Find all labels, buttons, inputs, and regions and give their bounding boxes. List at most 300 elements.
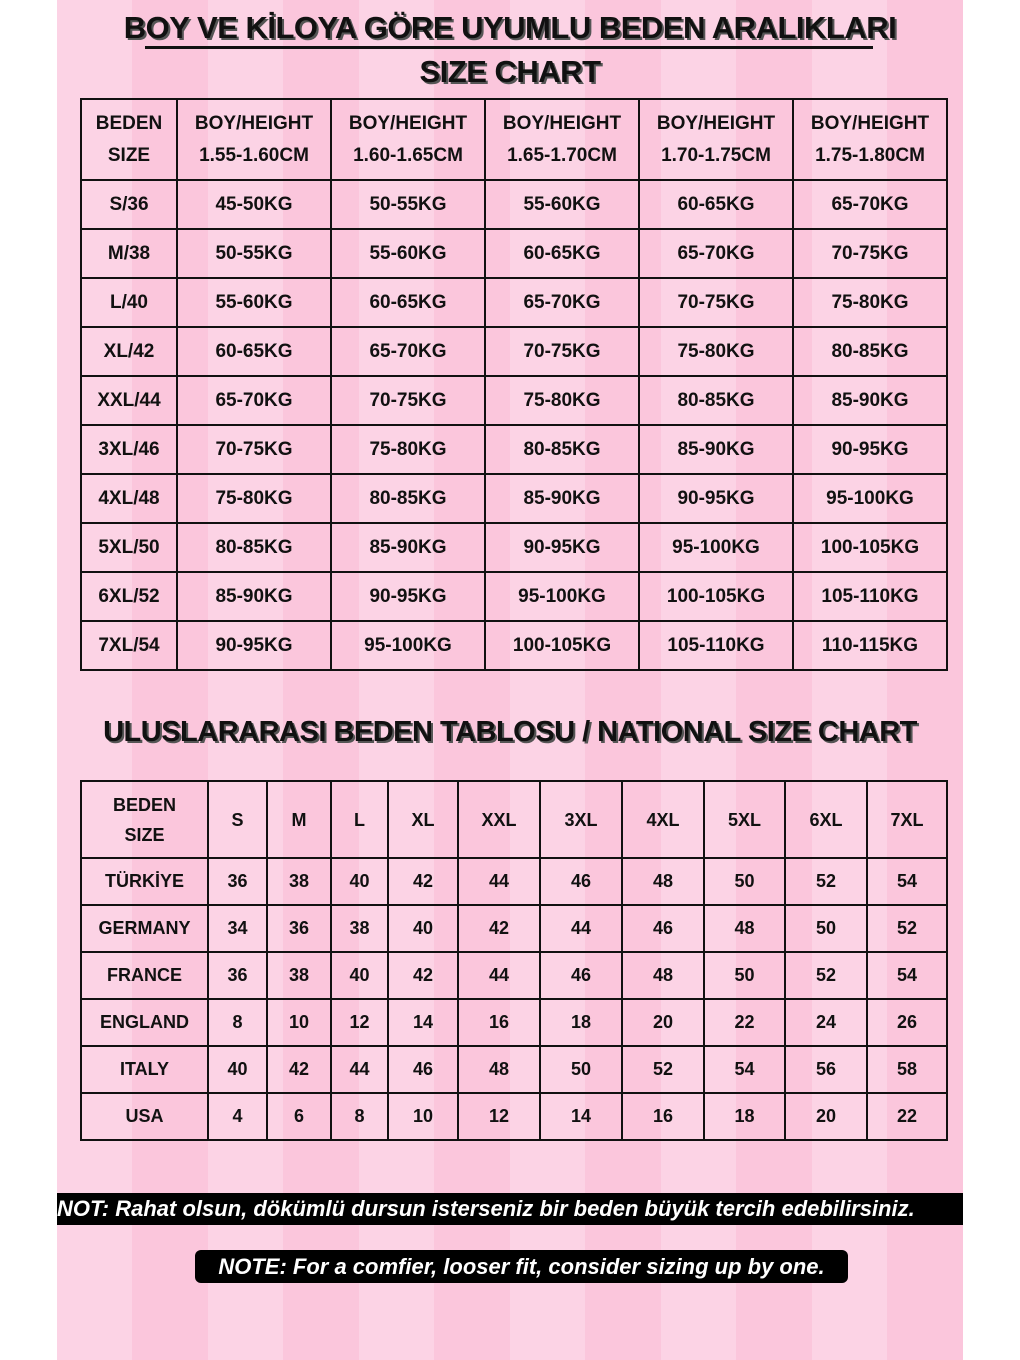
cell-text: 1.70-1.75CM <box>661 144 771 166</box>
cell-text: BEDEN <box>95 112 163 134</box>
cell-text: L <box>354 809 365 830</box>
weight-cell <box>331 621 485 670</box>
weight-cell <box>485 572 639 621</box>
size-value-cell <box>540 1093 622 1140</box>
size-value-cell <box>540 905 622 952</box>
page-title: BOY VE KİLOYA GÖRE UYUMLU BEDEN ARALIKLARI <box>123 10 897 45</box>
size-value-cell <box>458 1046 540 1093</box>
cell-text: 44 <box>570 918 592 938</box>
cell-text: 14 <box>412 1012 434 1032</box>
height-weight-size-table <box>80 98 948 671</box>
cell-text: BOY/HEIGHT <box>348 112 468 134</box>
weight-cell <box>485 523 639 572</box>
cell-text: 60-65KG <box>369 291 447 313</box>
table-row <box>81 858 947 905</box>
cell-text: 8 <box>232 1012 243 1032</box>
cell-text: 65-70KG <box>215 389 293 411</box>
table-row <box>81 905 947 952</box>
note-english: NOTE: For a comfier, looser fit, consider sizing up by one. <box>195 1250 848 1283</box>
header-cell <box>267 781 331 858</box>
weight-cell <box>639 425 793 474</box>
cell-text: 22 <box>896 1106 918 1126</box>
size-value-cell <box>704 999 785 1046</box>
weight-cell <box>485 376 639 425</box>
weight-cell <box>331 572 485 621</box>
cell-text: 90-95KG <box>677 487 755 509</box>
cell-text: 6XL <box>809 809 843 830</box>
cell-text: 95-100KG <box>364 634 452 656</box>
cell-text: 48 <box>488 1059 510 1079</box>
table-row <box>81 1046 947 1093</box>
cell-text: BEDEN <box>112 794 176 815</box>
cell-text: 14 <box>570 1106 592 1126</box>
weight-cell <box>485 621 639 670</box>
cell-text: 85-90KG <box>677 438 755 460</box>
cell-text: 75-80KG <box>677 340 755 362</box>
table-row <box>81 278 947 327</box>
weight-cell <box>485 327 639 376</box>
cell-text: 12 <box>488 1106 510 1126</box>
weight-cell <box>177 621 331 670</box>
cell-text: 44 <box>488 965 510 985</box>
header-cell <box>704 781 785 858</box>
size-value-cell <box>331 1046 388 1093</box>
cell-text: 4XL <box>646 809 680 830</box>
cell-text: 65-70KG <box>831 193 909 215</box>
header-cell <box>639 99 793 180</box>
weight-cell <box>639 474 793 523</box>
cell-text: 8 <box>354 1106 365 1126</box>
cell-text: TÜRKİYE <box>104 871 184 891</box>
cell-text: 52 <box>815 871 837 891</box>
cell-text: 46 <box>570 871 592 891</box>
cell-text: 16 <box>652 1106 674 1126</box>
size-value-cell <box>208 952 267 999</box>
cell-text: 40 <box>349 871 370 891</box>
size-value-cell <box>704 905 785 952</box>
cell-text: XXL <box>481 809 517 830</box>
cell-text: FRANCE <box>107 965 182 985</box>
cell-text: 52 <box>815 965 837 985</box>
header-cell <box>622 781 704 858</box>
size-value-cell <box>540 858 622 905</box>
size-value-cell <box>267 905 331 952</box>
weight-cell <box>331 474 485 523</box>
cell-text: 54 <box>734 1059 755 1079</box>
size-value-cell <box>458 858 540 905</box>
table-row <box>81 1093 947 1140</box>
cell-text: 100-105KG <box>820 536 920 558</box>
table-row <box>81 474 947 523</box>
size-value-cell <box>785 952 867 999</box>
cell-text: 46 <box>412 1059 434 1079</box>
size-value-cell <box>208 858 267 905</box>
country-cell <box>81 905 208 952</box>
cell-text: 100-105KG <box>666 585 766 607</box>
cell-text: 80-85KG <box>215 536 293 558</box>
table-row <box>81 621 947 670</box>
weight-cell <box>485 229 639 278</box>
size-value-cell <box>867 952 947 999</box>
weight-cell <box>177 376 331 425</box>
cell-text: 44 <box>349 1059 370 1079</box>
cell-text: 70-75KG <box>369 389 447 411</box>
national-size-title: ULUSLARARASI BEDEN TABLOSU / NATIONAL SIZE CHART <box>103 716 917 748</box>
size-value-cell <box>331 999 388 1046</box>
cell-text: 1.65-1.70CM <box>507 144 617 166</box>
weight-cell <box>331 523 485 572</box>
cell-text: 36 <box>227 965 248 985</box>
weight-cell <box>793 229 947 278</box>
header-cell <box>785 781 867 858</box>
national-size-table <box>80 780 948 1141</box>
cell-text: BOY/HEIGHT <box>656 112 776 134</box>
weight-cell <box>793 572 947 621</box>
table-row <box>81 523 947 572</box>
cell-text: 7XL/54 <box>98 634 160 656</box>
cell-text: 95-100KG <box>826 487 914 509</box>
header-cell <box>388 781 458 858</box>
size-value-cell <box>622 858 704 905</box>
cell-text: 18 <box>734 1106 755 1126</box>
cell-text: 80-85KG <box>369 487 447 509</box>
cell-text: 36 <box>288 918 310 938</box>
cell-text: 44 <box>488 871 510 891</box>
cell-text: 95-100KG <box>518 585 606 607</box>
weight-cell <box>639 229 793 278</box>
header-cell <box>331 781 388 858</box>
size-value-cell <box>208 1046 267 1093</box>
weight-cell <box>793 621 947 670</box>
cell-text: 80-85KG <box>831 340 909 362</box>
size-value-cell <box>867 1046 947 1093</box>
header-cell <box>331 99 485 180</box>
size-cell <box>81 572 177 621</box>
size-value-cell <box>331 1093 388 1140</box>
size-cell <box>81 327 177 376</box>
size-cell <box>81 523 177 572</box>
cell-text: 95-100KG <box>672 536 760 558</box>
cell-text: 52 <box>652 1059 674 1079</box>
cell-text: 45-50KG <box>215 193 293 215</box>
cell-text: 50 <box>815 918 837 938</box>
size-cell <box>81 621 177 670</box>
size-value-cell <box>267 952 331 999</box>
size-value-cell <box>388 1093 458 1140</box>
cell-text: BOY/HEIGHT <box>502 112 622 134</box>
size-value-cell <box>458 952 540 999</box>
size-value-cell <box>388 858 458 905</box>
size-value-cell <box>267 1093 331 1140</box>
header-cell <box>177 99 331 180</box>
cell-text: 7XL <box>890 809 924 830</box>
cell-text: S/36 <box>109 193 149 215</box>
cell-text: 70-75KG <box>677 291 755 313</box>
cell-text: 85-90KG <box>523 487 601 509</box>
size-value-cell <box>622 1093 704 1140</box>
cell-text: 40 <box>227 1059 248 1079</box>
cell-text: 50-55KG <box>369 193 447 215</box>
table-row <box>81 376 947 425</box>
cell-text: 12 <box>349 1012 370 1032</box>
cell-text: 75-80KG <box>523 389 601 411</box>
cell-text: BOY/HEIGHT <box>194 112 314 134</box>
header-cell <box>867 781 947 858</box>
cell-text: 65-70KG <box>369 340 447 362</box>
weight-cell <box>793 327 947 376</box>
size-value-cell <box>458 999 540 1046</box>
country-cell <box>81 858 208 905</box>
cell-text: 105-110KG <box>667 634 765 656</box>
page-subtitle: SIZE CHART <box>419 54 601 89</box>
weight-cell <box>793 523 947 572</box>
table-header-row <box>81 99 947 180</box>
header-cell <box>458 781 540 858</box>
weight-cell <box>177 523 331 572</box>
cell-text: 80-85KG <box>523 438 601 460</box>
cell-text: 75-80KG <box>369 438 447 460</box>
size-value-cell <box>785 999 867 1046</box>
cell-text: 3XL <box>564 809 598 830</box>
cell-text: 85-90KG <box>369 536 447 558</box>
cell-text: 54 <box>896 871 918 891</box>
cell-text: 5XL <box>727 809 761 830</box>
country-cell <box>81 952 208 999</box>
weight-cell <box>485 278 639 327</box>
size-value-cell <box>622 905 704 952</box>
cell-text: 16 <box>488 1012 510 1032</box>
cell-text: 56 <box>815 1059 837 1079</box>
cell-text: 48 <box>734 918 755 938</box>
weight-cell <box>177 180 331 229</box>
weight-cell <box>331 425 485 474</box>
table-row <box>81 327 947 376</box>
cell-text: 58 <box>896 1059 918 1079</box>
size-value-cell <box>867 999 947 1046</box>
cell-text: USA <box>125 1106 164 1126</box>
weight-cell <box>177 474 331 523</box>
weight-cell <box>793 474 947 523</box>
cell-text: 70-75KG <box>523 340 601 362</box>
cell-text: 46 <box>570 965 592 985</box>
cell-text: 85-90KG <box>831 389 909 411</box>
weight-cell <box>793 376 947 425</box>
cell-text: 26 <box>896 1012 918 1032</box>
weight-cell <box>793 278 947 327</box>
cell-text: 75-80KG <box>831 291 909 313</box>
size-value-cell <box>704 1093 785 1140</box>
size-value-cell <box>208 999 267 1046</box>
size-value-cell <box>267 999 331 1046</box>
weight-cell <box>177 572 331 621</box>
weight-cell <box>331 229 485 278</box>
weight-cell <box>639 180 793 229</box>
size-value-cell <box>540 1046 622 1093</box>
cell-text: M/38 <box>107 242 151 264</box>
cell-text: 50 <box>570 1059 592 1079</box>
cell-text: 3XL/46 <box>98 438 160 460</box>
cell-text: GERMANY <box>98 918 191 938</box>
cell-text: 70-75KG <box>831 242 909 264</box>
size-value-cell <box>785 858 867 905</box>
cell-text: 60-65KG <box>523 242 601 264</box>
cell-text: 38 <box>349 918 370 938</box>
weight-cell <box>639 278 793 327</box>
size-cell <box>81 278 177 327</box>
size-value-cell <box>331 952 388 999</box>
size-value-cell <box>622 999 704 1046</box>
weight-cell <box>639 523 793 572</box>
cell-text: 110-115KG <box>821 634 919 656</box>
size-cell <box>81 229 177 278</box>
header-cell <box>81 781 208 858</box>
weight-cell <box>793 425 947 474</box>
header-cell <box>793 99 947 180</box>
weight-cell <box>177 278 331 327</box>
cell-text: 22 <box>734 1012 755 1032</box>
size-value-cell <box>540 952 622 999</box>
size-value-cell <box>388 1046 458 1093</box>
size-value-cell <box>331 858 388 905</box>
cell-text: 42 <box>488 918 510 938</box>
size-cell <box>81 376 177 425</box>
cell-text: 90-95KG <box>523 536 601 558</box>
note-turkish: NOT: Rahat olsun, dökümlü dursun isterseniz bir beden büyük tercih edebilirsiniz. <box>57 1193 963 1225</box>
size-cell <box>81 425 177 474</box>
cell-text: 6 <box>293 1106 304 1126</box>
weight-cell <box>331 278 485 327</box>
weight-cell <box>331 180 485 229</box>
cell-text: 1.75-1.80CM <box>815 144 925 166</box>
weight-cell <box>177 425 331 474</box>
header-cell <box>208 781 267 858</box>
cell-text: 55-60KG <box>523 193 601 215</box>
cell-text: 54 <box>896 965 918 985</box>
size-value-cell <box>704 858 785 905</box>
cell-text: 10 <box>412 1106 434 1126</box>
cell-text: 60-65KG <box>215 340 293 362</box>
cell-text: 42 <box>412 871 434 891</box>
cell-text: 40 <box>412 918 434 938</box>
cell-text: 65-70KG <box>677 242 755 264</box>
weight-cell <box>639 327 793 376</box>
cell-text: 85-90KG <box>215 585 293 607</box>
cell-text: XL/42 <box>103 340 155 362</box>
cell-text: ITALY <box>119 1059 169 1079</box>
size-value-cell <box>785 1046 867 1093</box>
cell-text: 75-80KG <box>215 487 293 509</box>
size-chart-page <box>57 0 963 1360</box>
header-cell <box>81 99 177 180</box>
size-value-cell <box>785 905 867 952</box>
cell-text: 100-105KG <box>512 634 612 656</box>
cell-text: 90-95KG <box>369 585 447 607</box>
cell-text: 52 <box>896 918 918 938</box>
cell-text: 34 <box>227 918 248 938</box>
weight-cell <box>177 229 331 278</box>
size-value-cell <box>704 952 785 999</box>
cell-text: ENGLAND <box>100 1012 189 1032</box>
size-value-cell <box>388 952 458 999</box>
weight-cell <box>331 327 485 376</box>
cell-text: XL <box>411 809 435 830</box>
size-value-cell <box>458 905 540 952</box>
cell-text: 55-60KG <box>215 291 293 313</box>
size-value-cell <box>622 952 704 999</box>
cell-text: M <box>291 809 307 830</box>
cell-text: 4 <box>232 1106 243 1126</box>
size-cell <box>81 180 177 229</box>
cell-text: 105-110KG <box>821 585 919 607</box>
table-row <box>81 229 947 278</box>
weight-cell <box>485 474 639 523</box>
weight-cell <box>639 572 793 621</box>
cell-text: XXL/44 <box>97 389 161 411</box>
cell-text: 18 <box>570 1012 592 1032</box>
size-value-cell <box>785 1093 867 1140</box>
cell-text: 42 <box>412 965 434 985</box>
cell-text: 42 <box>288 1059 310 1079</box>
weight-cell <box>639 376 793 425</box>
cell-text: 50 <box>734 965 755 985</box>
title-underline <box>145 46 873 49</box>
cell-text: 48 <box>652 965 674 985</box>
size-value-cell <box>458 1093 540 1140</box>
cell-text: 38 <box>288 965 310 985</box>
weight-cell <box>793 180 947 229</box>
size-value-cell <box>208 1093 267 1140</box>
cell-text: BOY/HEIGHT <box>810 112 930 134</box>
size-value-cell <box>267 1046 331 1093</box>
cell-text: 6XL/52 <box>98 585 160 607</box>
country-cell <box>81 999 208 1046</box>
size-cell <box>81 474 177 523</box>
table-row <box>81 952 947 999</box>
size-value-cell <box>704 1046 785 1093</box>
cell-text: 10 <box>288 1012 310 1032</box>
table-row <box>81 999 947 1046</box>
size-value-cell <box>622 1046 704 1093</box>
cell-text: 50 <box>734 871 755 891</box>
cell-text: 70-75KG <box>215 438 293 460</box>
cell-text: 48 <box>652 871 674 891</box>
cell-text: 20 <box>652 1012 674 1032</box>
cell-text: 20 <box>815 1106 837 1126</box>
cell-text: SIZE <box>124 824 165 845</box>
cell-text: 38 <box>288 871 310 891</box>
header-cell <box>540 781 622 858</box>
size-value-cell <box>867 905 947 952</box>
weight-cell <box>331 376 485 425</box>
size-value-cell <box>267 858 331 905</box>
cell-text: 1.55-1.60CM <box>199 144 309 166</box>
cell-text: S <box>231 809 244 830</box>
cell-text: 5XL/50 <box>98 536 160 558</box>
weight-cell <box>639 621 793 670</box>
cell-text: 90-95KG <box>215 634 293 656</box>
cell-text: 65-70KG <box>523 291 601 313</box>
size-value-cell <box>388 905 458 952</box>
cell-text: 40 <box>349 965 370 985</box>
weight-cell <box>177 327 331 376</box>
cell-text: 90-95KG <box>831 438 909 460</box>
weight-cell <box>485 425 639 474</box>
size-value-cell <box>540 999 622 1046</box>
table-header-row <box>81 781 947 858</box>
table-row <box>81 572 947 621</box>
cell-text: SIZE <box>107 144 151 166</box>
cell-text: 4XL/48 <box>98 487 160 509</box>
